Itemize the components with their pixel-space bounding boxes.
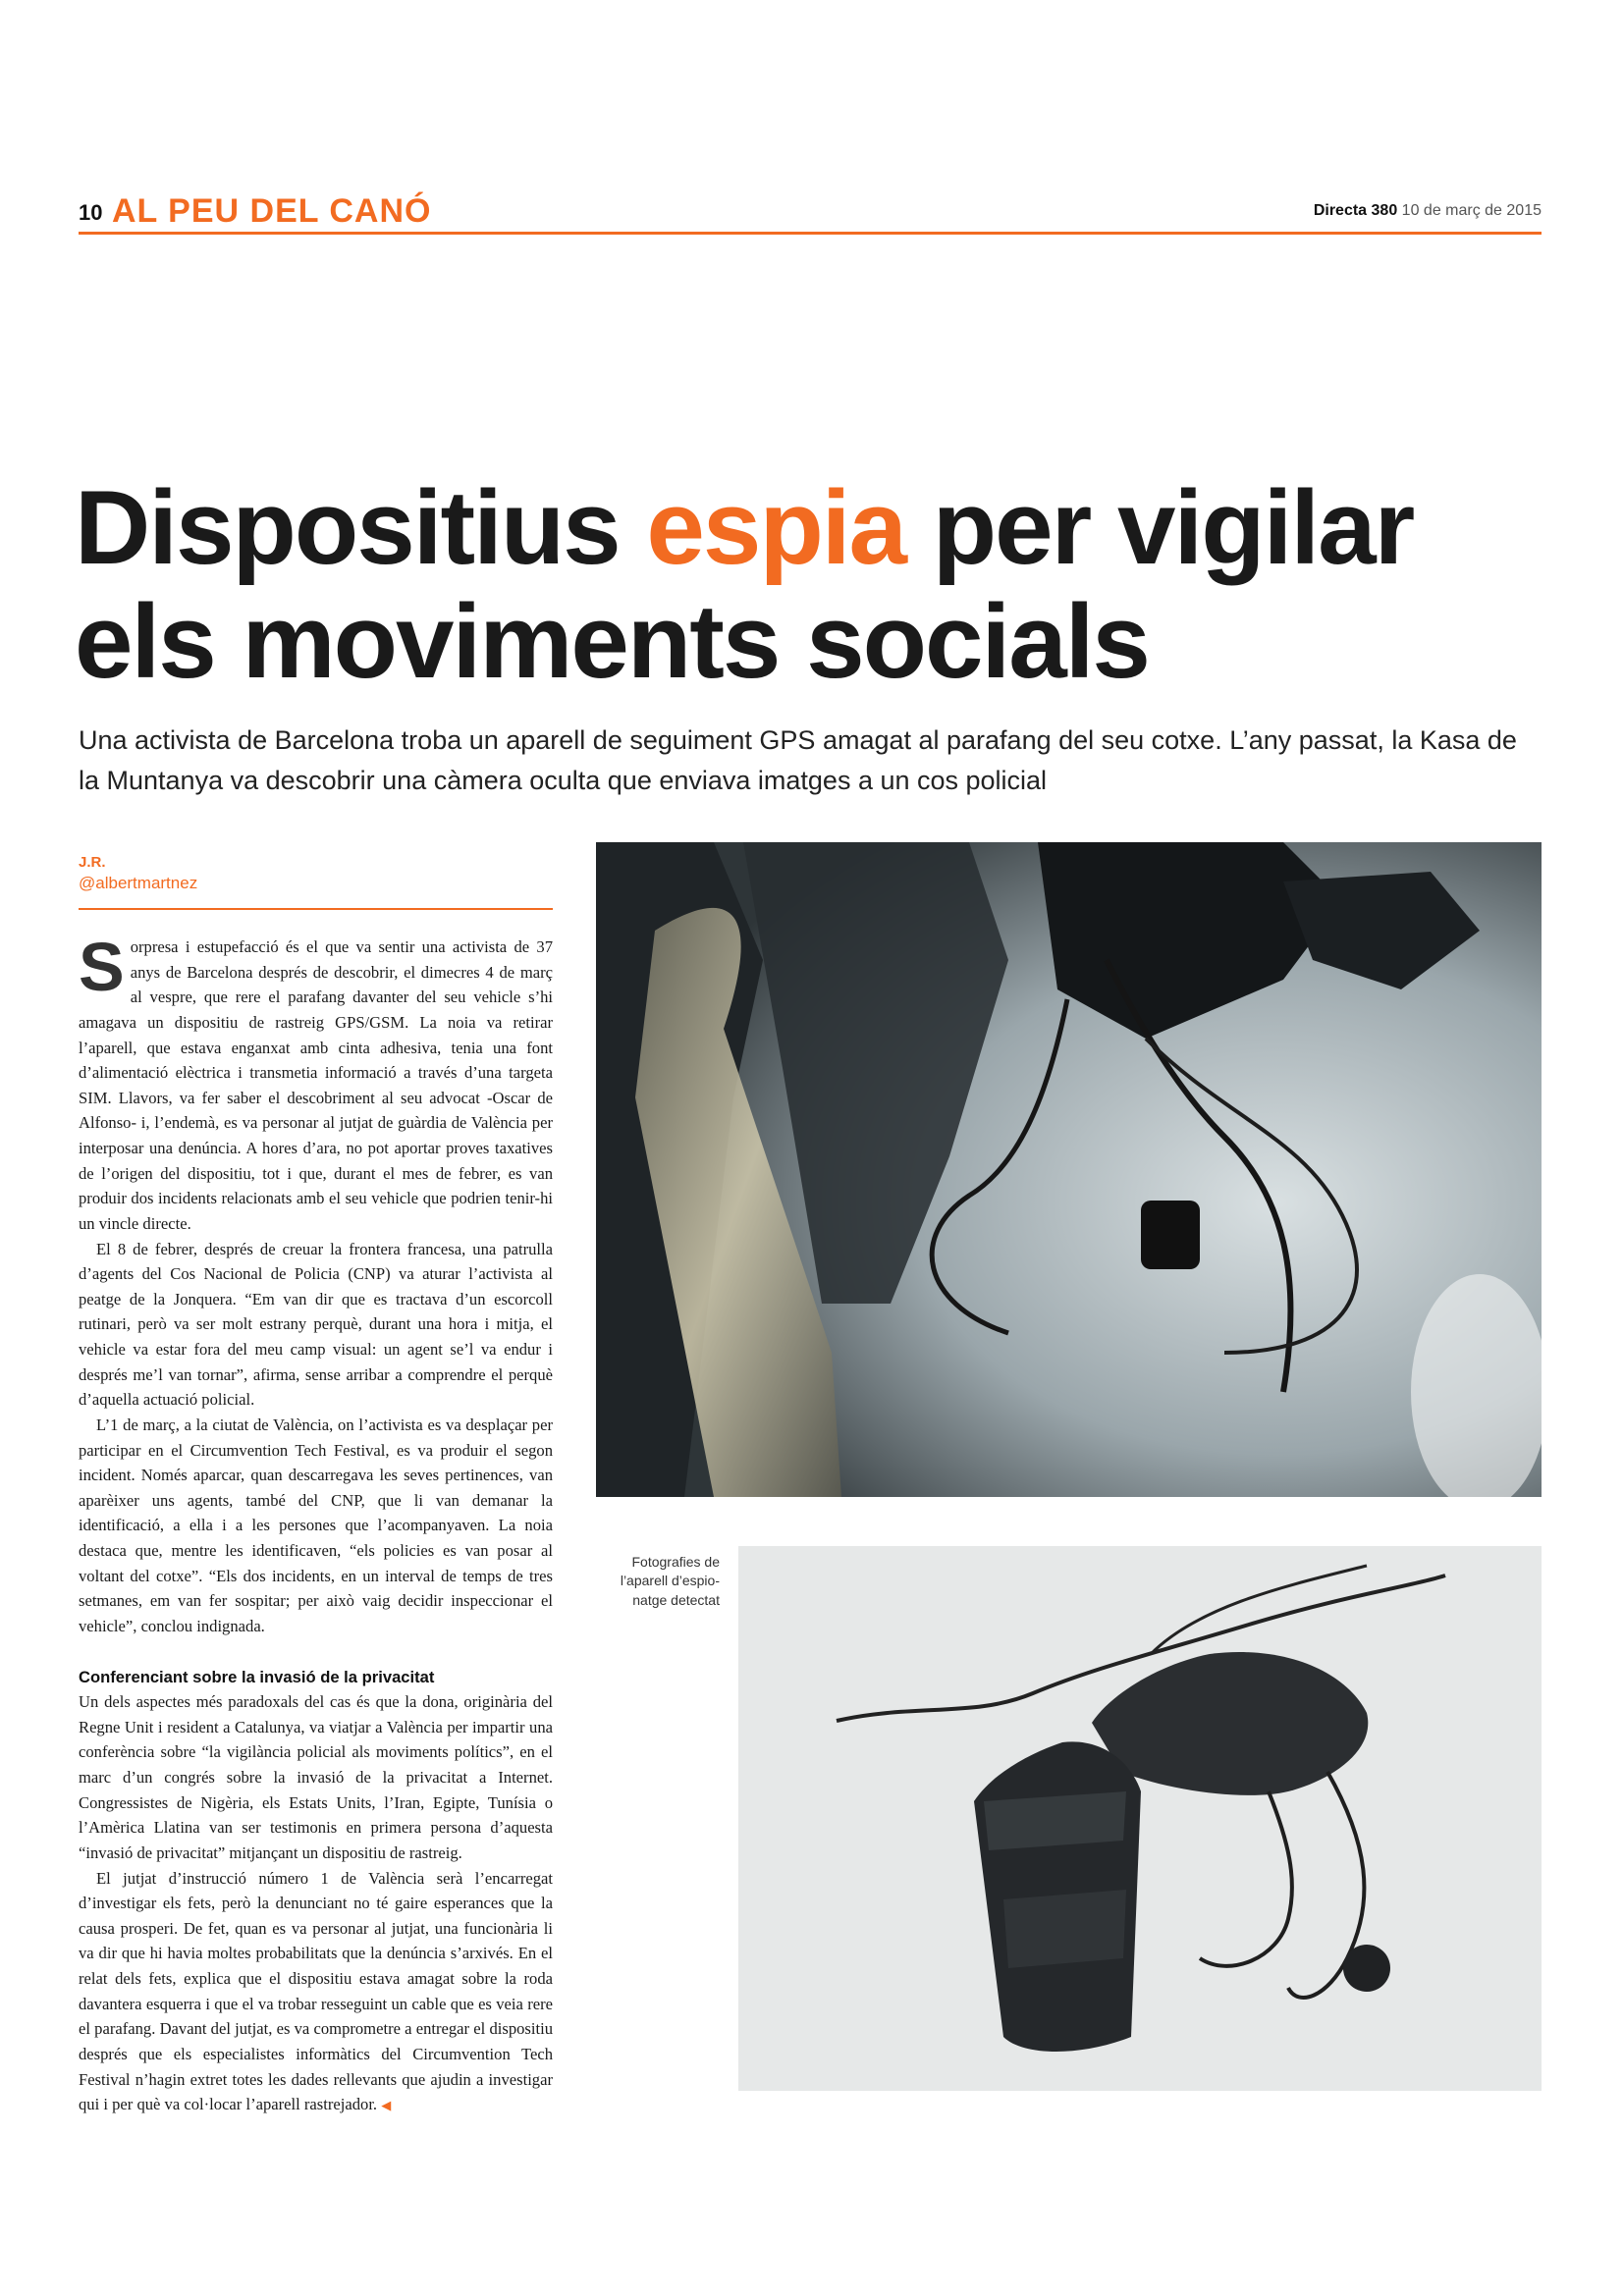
- paragraph: [79, 929, 553, 1237]
- photo-extracted-device-illustration: [738, 1546, 1542, 2091]
- masthead: [1314, 202, 1542, 220]
- page-number: 10: [79, 200, 103, 225]
- caption-line: l’aparell d’espio-: [620, 1573, 720, 1589]
- article-subheading: Conferenciant sobre la invasió de la privacitat: [79, 1667, 435, 1686]
- paragraph: L’1 de març, a la ciutat de València, on l’activista es va desplaçar per participar en el Circumvention Tech Festival, es va produir el segon incident. Només aparcar, quan descarregava les seves pertinences, van aparèixer uns agents, també del CNP, que li van demanar la identificació, a ella i a les persones que l’acompanyaven. La noia destaca que, mentre les identificaven, “els policies es van posar al voltant del cotxe”. “Els dos incidents, en un interval de temps de tres setmanes, em van fer sospitar; per això vaig decidir inspeccionar el vehicle”, conclou indignada.: [79, 1415, 553, 1635]
- paragraph: El 8 de febrer, després de creuar la frontera francesa, una patrulla d’agents del Cos Nacional de Policia (CNP) va aturar l’activista al peatge de la Jonquera. “Em van dir que es tractava d’un escorcoll rutinari, però va ser molt estrany perquè, durant una hora i mitja, el vehicle va estar fora del meu camp visual: un agent se’l va endur i després me’l van tornar”, afirma, sense arribar a comprendre el perquè d’aquella actuació policial.: [79, 1239, 553, 1410]
- header-rule: [79, 232, 1542, 235]
- section-title: AL PEU DEL CANÓ: [112, 192, 432, 230]
- subheadline: Una activista de Barcelona troba un aparell de seguiment GPS amagat al parafang del seu cotxe. L’any passat, la Kasa de la Muntanya va descobrir una càmera oculta que enviava imatges a un cos policial: [79, 725, 1517, 795]
- photo-extracted-device: [738, 1546, 1542, 2091]
- issue-date: 10 de març de 2015: [1401, 202, 1542, 219]
- headline: [75, 468, 1547, 700]
- caption-line: Fotografies de: [631, 1554, 720, 1570]
- photo-caption: [589, 1553, 720, 1610]
- caption-line: natge detectat: [632, 1591, 720, 1608]
- end-mark-icon: ◀: [381, 2098, 392, 2113]
- paragraph: [79, 1866, 553, 2117]
- photo-device-in-fender-illustration: [596, 842, 1542, 1497]
- publication-name: Directa 380: [1313, 202, 1398, 219]
- page-header: [79, 192, 1542, 232]
- headline-accent: espia: [646, 468, 906, 586]
- photo-device-in-fender: [596, 842, 1542, 1497]
- drop-cap: S: [79, 929, 125, 1005]
- headline-part-2: per vigilar els moviments socials: [75, 468, 1414, 700]
- byline-rule: [79, 908, 553, 910]
- paragraph: Un dels aspectes més paradoxals del cas és que la dona, originària del Regne Unit i resident a Catalunya, va viatjar a València per impartir una conferència sobre “la vigilància policial als moviments polítics”, en el marc d’un congrés sobre la invasió de la privacitat a Internet. Congressistes de Nigèria, els Estats Units, l’Iran, Egipte, Tunísia o l’Amèrica Llatina van ser testimonis en primera persona d’aquesta “invasió de privacitat” mitjançant un dispositiu de rastreig.: [79, 1692, 553, 1862]
- paragraph-text: orpresa i estupefacció és el que va sentir una activista de 37 anys de Barcelona després de descobrir, el dimecres 4 de març al vespre, que rere el parafang davanter del seu vehicle s’hi amagava un dispositiu de rastreig GPS/GSM. La noia va retirar l’aparell, que estava enganxat amb cinta adhesiva, tenia una font d’alimentació elèctrica i transmetia informació a través d’una targeta SIM. Llavors, va fer saber el descobriment al seu advocat -Oscar de Alfonso- i, l’endemà, es va personar al jutjat de guàrdia de València per interposar una denúncia. A hores d’ara, no pot aportar proves taxatives de l’origen del dispositiu, tot i que, durant el mes de febrer, es van produir dos incidents relacionats amb el seu vehicle que podrien tenir-hi un vincle directe.: [79, 937, 553, 1233]
- paragraph-text: El jutjat d’instrucció número 1 de València serà l’encarregat d’investigar els fets, però la denunciant no té gaire esperances que la causa prosperi. De fet, quan es va personar al jutjat, una funcionària li va dir que hi havia moltes probabilitats que la denúncia s’arxivés. En el relat dels fets, explica que el dispositiu estava amagat sobre la roda davantera esquerra i que el va trobar resseguint un cable que es veia rere el parafang. Davant del jutjat, es va comprometre a entregar el dispositiu després que els especialistes informàtics del Circumvention Tech Festival n’hagin extret totes les dades rellevants que ajudin a investigar qui i per què va col·locar l’aparell rastrejador.: [79, 1868, 553, 2114]
- author-handle[interactable]: @albertmartnez: [79, 874, 198, 892]
- author-name: J.R.: [79, 854, 106, 871]
- headline-part-1: Dispositius: [75, 468, 647, 586]
- article-body: [79, 929, 553, 2117]
